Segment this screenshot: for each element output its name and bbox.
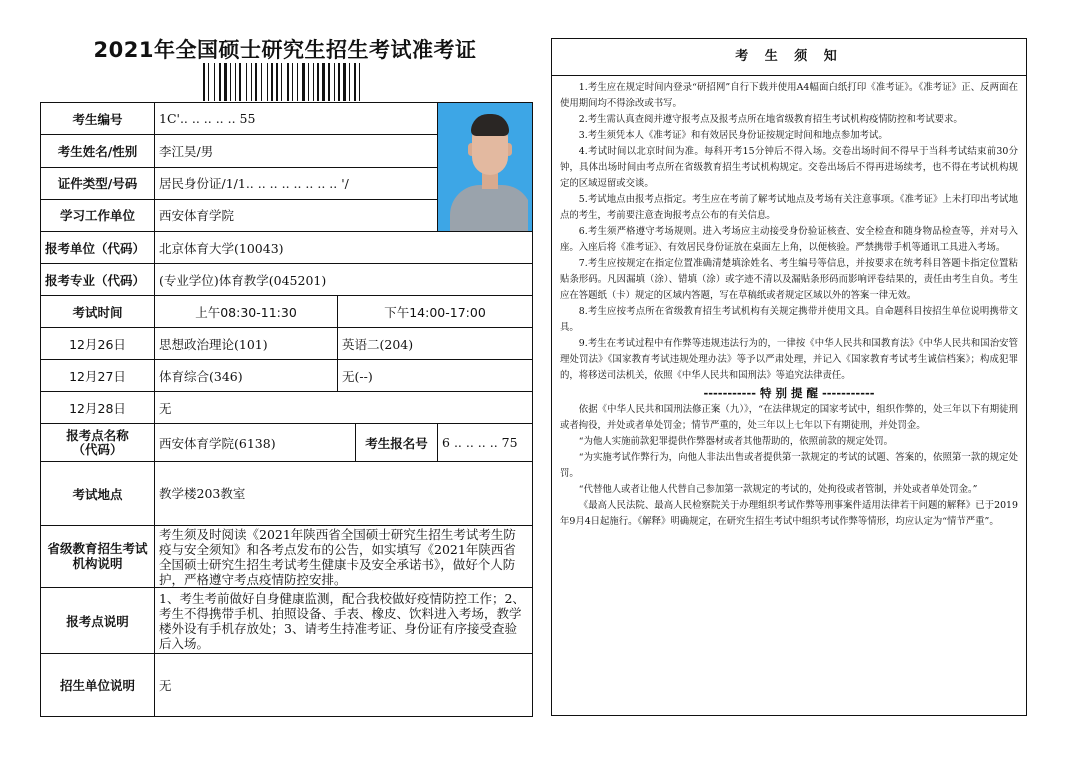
notice-item: 4.考试时间以北京时间为准。每科开考15分钟后不得入场。交卷出场时间不得早于当科考试结束前30分钟，具体出场时间由考点所在省级教育招生考试机构规定。交卷出场后不得再进场续考，也不得在考试机构规定的区域逗留或交谈。 [560, 146, 1018, 189]
admission-card-table [40, 102, 533, 717]
schedule-am-subject: 无 [155, 392, 533, 424]
provincial-note-label: 省级教育招生考试 机构说明 [41, 526, 155, 588]
site-note-label: 报考点说明 [41, 588, 155, 654]
notice-item: 2.考生需认真查阅并遵守报考点及报考点所在地省级教育招生考试机构疫情防控和考试要求。 [578, 114, 963, 125]
notice-title: 考 生 须 知 [552, 39, 1026, 76]
reg-no-value: 6 .. .. .. .. 75 [438, 424, 533, 462]
exam-time-pm: 下午14:00-17:00 [338, 296, 533, 328]
exam-time-label: 考试时间 [41, 296, 155, 328]
page-title: 2021年全国硕士研究生招生考试准考证 [93, 38, 477, 62]
schedule-pm-subject: 无(--) [338, 360, 533, 392]
schedule-date: 12月27日 [41, 360, 155, 392]
special-item: “为实施考试作弊行为，向他人非法出售或者提供第一款规定的考试的试题、答案的，依照第一款的规定处罚。 [560, 452, 1018, 479]
apply-major-value: (专业学位)体育教学(045201) [155, 264, 533, 296]
work-unit-label: 学习工作单位 [41, 199, 155, 231]
schedule-am-subject: 体育综合(346) [155, 360, 338, 392]
candidate-notice [551, 38, 1027, 716]
exam-no-label: 考生编号 [41, 103, 155, 135]
notice-item: 8.考生应按考点所在省级教育招生考试机构有关规定携带并使用文具。自命题科目按招生单位说明携带文具。 [560, 306, 1018, 333]
notice-item: 6.考生须严格遵守考场规则。进入考场应主动接受身份验证核查、安全检查和随身物品检查等，并对号入座。入座后将《准考证》、有效居民身份证放在桌面左上角，以便核验。严禁携带手机等通讯工具进入考场。 [560, 226, 1018, 253]
name-gender-label: 考生姓名/性别 [41, 135, 155, 167]
name-gender-value: 李江昊/男 [155, 135, 438, 167]
notice-item: 3.考生须凭本人《准考证》和有效居民身份证按规定时间和地点参加考试。 [578, 130, 888, 141]
exam-time-am: 上午08:30-11:30 [155, 296, 338, 328]
work-unit-value: 西安体育学院 [155, 199, 438, 231]
site-value: 西安体育学院(6138) [155, 424, 356, 462]
site-label: 报考点名称 （代码） [41, 424, 155, 462]
special-reminder-title: ----------- 特 别 提 醒 ----------- [703, 386, 875, 400]
barcode [203, 63, 361, 101]
special-item: “代替他人或者让他人代替自己参加第一款规定的考试的，处拘役或者管制，并处或者单处罚金。” [578, 484, 978, 495]
schedule-date: 12月28日 [41, 392, 155, 424]
notice-item: 5.考试地点由报考点指定。考生应在考前了解考试地点及考场有关注意事项。《准考证》上未打印出考试地点的考生，考前要注意查询报考点公布的有关信息。 [560, 194, 1018, 221]
recruit-note-label: 招生单位说明 [41, 654, 155, 717]
schedule-date: 12月26日 [41, 328, 155, 360]
location-label: 考试地点 [41, 462, 155, 526]
id-label: 证件类型/号码 [41, 167, 155, 199]
recruit-note-value: 无 [155, 654, 533, 717]
provincial-note-value: 考生须及时阅读《2021年陕西省全国硕士研究生招生考试考生防疫与安全须知》和各考点发布的公告，如实填写《2021年陕西省全国硕士研究生招生考试考生健康卡及安全承诺书》，做好个人防护，严格遵守考点疫情防控安排。 [155, 526, 533, 588]
special-item: 《最高人民法院、最高人民检察院关于办理组织考试作弊等刑事案件适用法律若干问题的解释》已于2019年9月4日起施行。《解释》明确规定，在研究生招生考试中组织考试作弊等情形，均应认定为“情节严重”。 [560, 500, 1018, 527]
apply-unit-label: 报考单位（代码） [41, 232, 155, 264]
site-note-value: 1、考生考前做好自身健康监测，配合我校做好疫情防控工作；2、考生不得携带手机、拍照设备、手表、橡皮、饮料进入考场，教学楼外设有手机存放处；3、请考生持准考证、身份证有序接受查验后入场。 [155, 588, 533, 654]
id-value: 居民身份证/1/1.. .. .. .. .. .. .. .. '/ [155, 167, 438, 199]
location-value: 教学楼203教室 [155, 462, 533, 526]
apply-unit-value: 北京体育大学(10043) [155, 232, 533, 264]
notice-item: 7.考生应按规定在指定位置准确清楚填涂姓名、考生编号等信息，并按要求在统考科目答题卡指定位置粘贴条形码。凡因漏填（涂）、错填（涂）或字迹不清以及漏贴条形码而影响评卷结果的，责任由考生自负。考生应在答题纸（卡）规定的区域内答题，写在草稿纸或者规定区域以外的答案一律无效。 [560, 258, 1018, 301]
schedule-pm-subject: 英语二(204) [338, 328, 533, 360]
candidate-photo [438, 103, 533, 232]
apply-major-label: 报考专业（代码） [41, 264, 155, 296]
notice-item: 9.考生在考试过程中有作弊等违规违法行为的，一律按《中华人民共和国教育法》《中华人民共和国治安管理处罚法》《国家教育考试违规处理办法》等予以严肃处理，并记入《国家教育考试考生诚信档案》；构成犯罪的，将移送司法机关，依照《中华人民共和国刑法》等追究法律责任。 [560, 338, 1018, 381]
special-item: “为他人实施前款犯罪提供作弊器材或者其他帮助的，依照前款的规定处罚。 [578, 436, 893, 447]
special-item: 依据《中华人民共和国刑法修正案（九）》，“在法律规定的国家考试中，组织作弊的，处三年以下有期徒刑或者拘役，并处或者单处罚金；情节严重的，处三年以上七年以下有期徒刑，并处罚金。 [560, 404, 1018, 431]
reg-no-label: 考生报名号 [356, 424, 438, 462]
schedule-am-subject: 思想政治理论(101) [155, 328, 338, 360]
notice-item: 1.考生应在规定时间内登录“研招网”自行下载并使用A4幅面白纸打印《准考证》。《准考证》正、反两面在使用期间均不得涂改或书写。 [560, 82, 1018, 109]
exam-no-value: 1C'.. .. .. .. .. 55 [155, 103, 438, 135]
